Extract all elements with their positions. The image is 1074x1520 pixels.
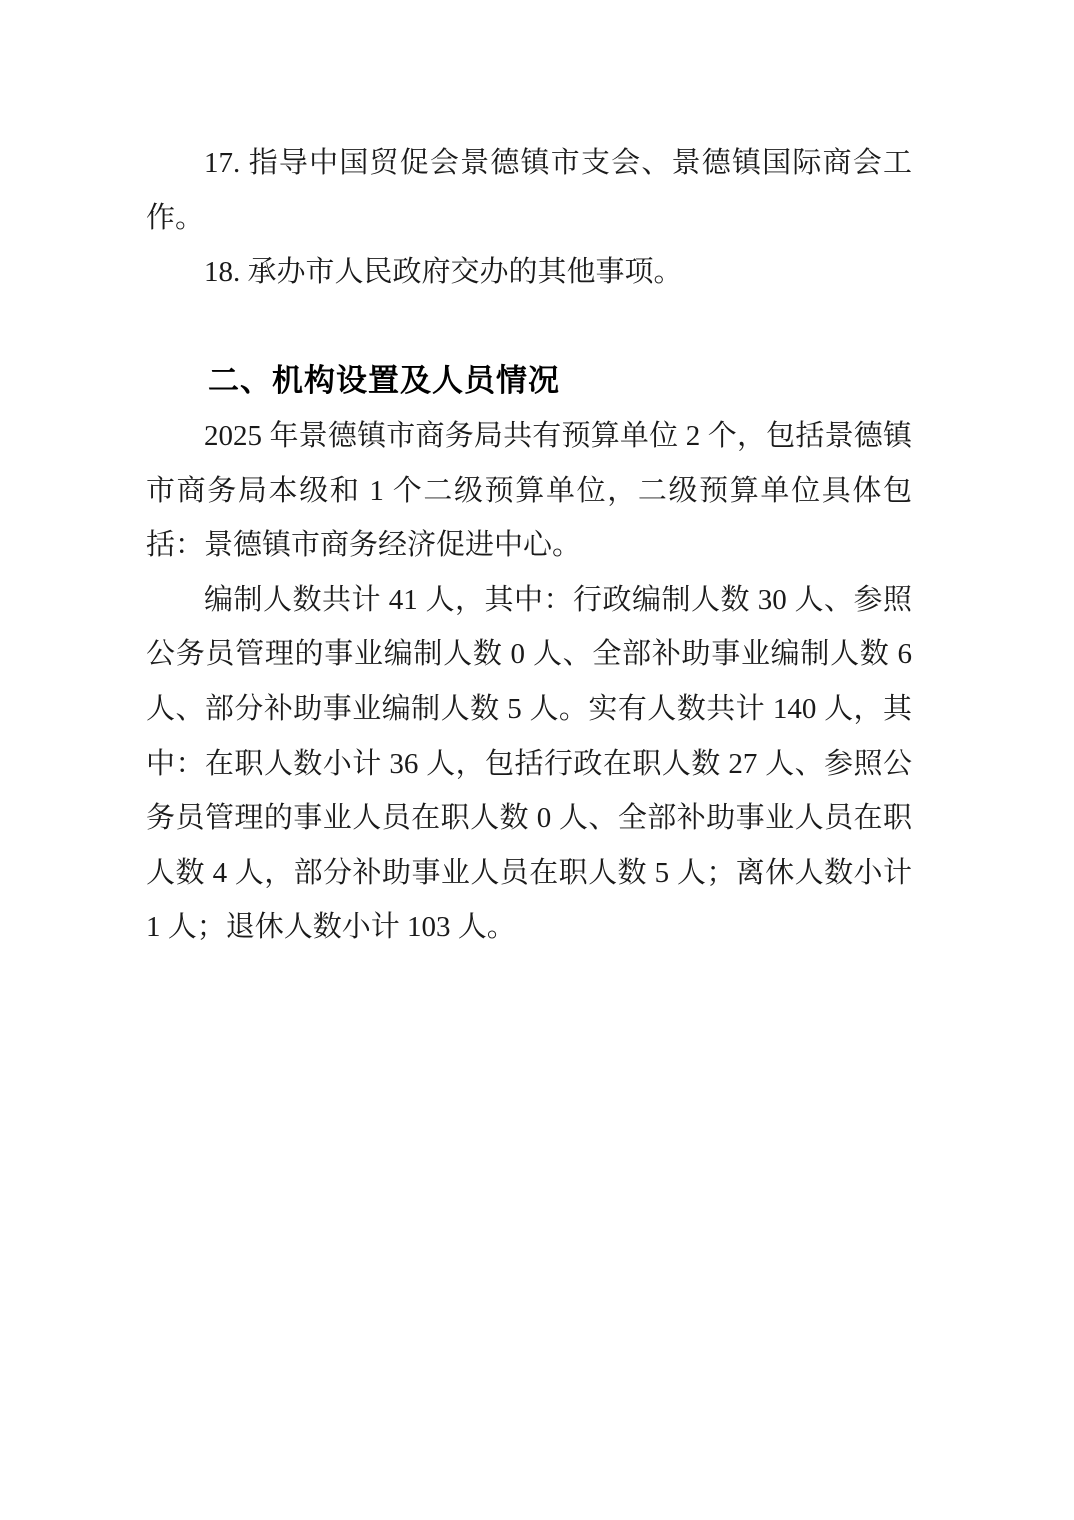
document-content	[146, 136, 912, 955]
duty-item-17: 17. 指导中国贸促会景德镇市支会、景德镇国际商会工作。	[146, 147, 912, 234]
duty-item-18: 18. 承办市人民政府交办的其他事项。	[204, 256, 683, 289]
paragraph-staffing: 编制人数共计 41 人，其中：行政编制人数 30 人、参照公务员管理的事业编制人数 0 人、全部补助事业编制人数 6 人、部分补助事业编制人数 5 人。实有人数共计 140 人，其中：在职人数小计 36 人，包括行政在职人数 27 人、参照公务员管理的事业人员在职人数 0 人、全部补助事业人员在职人数 4 人，部分补助事业人员在职人数 5 人；离休人数小计 1 人；退休人数小计 103 人。	[146, 583, 912, 944]
blank-line	[146, 300, 912, 355]
section-heading: 二、机构设置及人员情况	[208, 363, 560, 399]
paragraph-budget-units: 2025 年景德镇市商务局共有预算单位 2 个，包括景德镇市商务局本级和 1 个二级预算单位，二级预算单位具体包括：景德镇市商务经济促进中心。	[146, 419, 912, 562]
